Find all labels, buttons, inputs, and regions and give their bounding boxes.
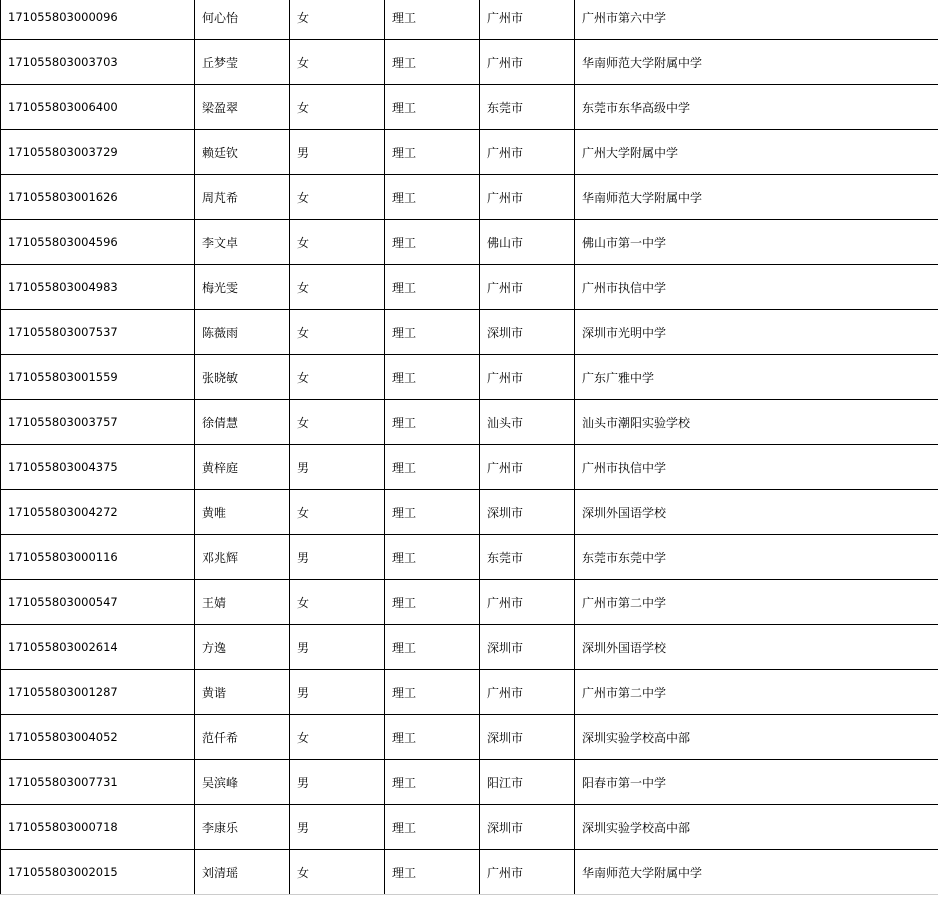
track-cell: 理工: [385, 580, 480, 625]
student-name-cell: 丘梦莹: [195, 40, 290, 85]
city-cell: 广州市: [480, 175, 575, 220]
gender-cell: 女: [290, 85, 385, 130]
city-cell: 佛山市: [480, 220, 575, 265]
school-cell: 深圳外国语学校: [575, 625, 938, 670]
city-cell: 广州市: [480, 580, 575, 625]
student-name-cell: 李康乐: [195, 805, 290, 850]
school-cell: 东莞市东莞中学: [575, 535, 938, 580]
admission-number-cell: 171055803002614: [1, 625, 195, 670]
student-name-cell: 徐倩慧: [195, 400, 290, 445]
gender-cell: 男: [290, 535, 385, 580]
school-cell: 深圳实验学校高中部: [575, 715, 938, 760]
track-cell: 理工: [385, 40, 480, 85]
track-cell: 理工: [385, 445, 480, 490]
school-cell: 广州市第二中学: [575, 670, 938, 715]
city-cell: 东莞市: [480, 535, 575, 580]
gender-cell: 女: [290, 850, 385, 895]
track-cell: 理工: [385, 0, 480, 40]
track-cell: 理工: [385, 715, 480, 760]
gender-cell: 男: [290, 805, 385, 850]
school-cell: 深圳市光明中学: [575, 310, 938, 355]
city-cell: 广州市: [480, 850, 575, 895]
track-cell: 理工: [385, 355, 480, 400]
admission-number-cell: 171055803000096: [1, 0, 195, 40]
table-row: [1, 0, 938, 40]
track-cell: 理工: [385, 490, 480, 535]
school-cell: 广州市第二中学: [575, 580, 938, 625]
admission-number-cell: 171055803003703: [1, 40, 195, 85]
table-row: [1, 715, 938, 760]
table-row: [1, 670, 938, 715]
table-row: [1, 175, 938, 220]
student-name-cell: 梁盈翠: [195, 85, 290, 130]
city-cell: 阳江市: [480, 760, 575, 805]
admission-number-cell: 171055803001626: [1, 175, 195, 220]
school-cell: 佛山市第一中学: [575, 220, 938, 265]
student-name-cell: 刘清瑶: [195, 850, 290, 895]
student-name-cell: 黄唯: [195, 490, 290, 535]
table-row: [1, 445, 938, 490]
student-name-cell: 陈薇雨: [195, 310, 290, 355]
city-cell: 广州市: [480, 40, 575, 85]
gender-cell: 女: [290, 265, 385, 310]
city-cell: 深圳市: [480, 715, 575, 760]
track-cell: 理工: [385, 310, 480, 355]
city-cell: 深圳市: [480, 310, 575, 355]
student-name-cell: 范仟希: [195, 715, 290, 760]
table-row: [1, 535, 938, 580]
school-cell: 广州市执信中学: [575, 445, 938, 490]
gender-cell: 男: [290, 445, 385, 490]
gender-cell: 女: [290, 715, 385, 760]
gender-cell: 女: [290, 355, 385, 400]
admission-number-cell: 171055803007731: [1, 760, 195, 805]
admission-number-cell: 171055803001559: [1, 355, 195, 400]
track-cell: 理工: [385, 805, 480, 850]
track-cell: 理工: [385, 670, 480, 715]
admission-number-cell: 171055803000116: [1, 535, 195, 580]
track-cell: 理工: [385, 175, 480, 220]
admission-number-cell: 171055803003729: [1, 130, 195, 175]
table-row: [1, 580, 938, 625]
city-cell: 东莞市: [480, 85, 575, 130]
admission-number-cell: 171055803000718: [1, 805, 195, 850]
table-row: [1, 490, 938, 535]
student-name-cell: 黄谐: [195, 670, 290, 715]
city-cell: 深圳市: [480, 805, 575, 850]
track-cell: 理工: [385, 535, 480, 580]
track-cell: 理工: [385, 265, 480, 310]
track-cell: 理工: [385, 760, 480, 805]
school-cell: 东莞市东华高级中学: [575, 85, 938, 130]
city-cell: 汕头市: [480, 400, 575, 445]
admission-number-cell: 171055803006400: [1, 85, 195, 130]
school-cell: 广州市第六中学: [575, 0, 938, 40]
gender-cell: 男: [290, 670, 385, 715]
track-cell: 理工: [385, 625, 480, 670]
admission-number-cell: 171055803002015: [1, 850, 195, 895]
admission-number-cell: 171055803001287: [1, 670, 195, 715]
student-name-cell: 李文卓: [195, 220, 290, 265]
track-cell: 理工: [385, 850, 480, 895]
admission-number-cell: 171055803007537: [1, 310, 195, 355]
school-cell: 华南师范大学附属中学: [575, 175, 938, 220]
student-name-cell: 周芃希: [195, 175, 290, 220]
gender-cell: 男: [290, 625, 385, 670]
table-row: [1, 40, 938, 85]
table-row: [1, 265, 938, 310]
admission-number-cell: 171055803004983: [1, 265, 195, 310]
admission-number-cell: 171055803000547: [1, 580, 195, 625]
gender-cell: 女: [290, 490, 385, 535]
school-cell: 汕头市潮阳实验学校: [575, 400, 938, 445]
school-cell: 深圳外国语学校: [575, 490, 938, 535]
roster-body: [1, 0, 938, 895]
table-row: [1, 355, 938, 400]
table-row: [1, 805, 938, 850]
student-name-cell: 黄梓庭: [195, 445, 290, 490]
city-cell: 广州市: [480, 670, 575, 715]
gender-cell: 女: [290, 310, 385, 355]
city-cell: 广州市: [480, 0, 575, 40]
gender-cell: 女: [290, 580, 385, 625]
city-cell: 广州市: [480, 265, 575, 310]
student-name-cell: 梅光雯: [195, 265, 290, 310]
city-cell: 深圳市: [480, 490, 575, 535]
student-name-cell: 邓兆辉: [195, 535, 290, 580]
table-row: [1, 850, 938, 895]
track-cell: 理工: [385, 85, 480, 130]
city-cell: 广州市: [480, 445, 575, 490]
school-cell: 广州大学附属中学: [575, 130, 938, 175]
school-cell: 广东广雅中学: [575, 355, 938, 400]
gender-cell: 男: [290, 760, 385, 805]
admission-number-cell: 171055803003757: [1, 400, 195, 445]
gender-cell: 女: [290, 400, 385, 445]
table-row: [1, 310, 938, 355]
student-name-cell: 何心怡: [195, 0, 290, 40]
gender-cell: 女: [290, 175, 385, 220]
admission-number-cell: 171055803004596: [1, 220, 195, 265]
student-name-cell: 王婧: [195, 580, 290, 625]
table-row: [1, 130, 938, 175]
school-cell: 深圳实验学校高中部: [575, 805, 938, 850]
student-name-cell: 赖廷钦: [195, 130, 290, 175]
table-row: [1, 760, 938, 805]
track-cell: 理工: [385, 400, 480, 445]
school-cell: 广州市执信中学: [575, 265, 938, 310]
track-cell: 理工: [385, 130, 480, 175]
student-name-cell: 吴滨峰: [195, 760, 290, 805]
track-cell: 理工: [385, 220, 480, 265]
city-cell: 广州市: [480, 130, 575, 175]
school-cell: 阳春市第一中学: [575, 760, 938, 805]
table-row: [1, 400, 938, 445]
school-cell: 华南师范大学附属中学: [575, 850, 938, 895]
city-cell: 深圳市: [480, 625, 575, 670]
student-name-cell: 张晓敏: [195, 355, 290, 400]
student-name-cell: 方逸: [195, 625, 290, 670]
table-row: [1, 85, 938, 130]
gender-cell: 男: [290, 130, 385, 175]
gender-cell: 女: [290, 0, 385, 40]
admission-number-cell: 171055803004375: [1, 445, 195, 490]
table-row: [1, 220, 938, 265]
table-row: [1, 625, 938, 670]
admission-number-cell: 171055803004272: [1, 490, 195, 535]
admission-number-cell: 171055803004052: [1, 715, 195, 760]
city-cell: 广州市: [480, 355, 575, 400]
gender-cell: 女: [290, 40, 385, 85]
gender-cell: 女: [290, 220, 385, 265]
school-cell: 华南师范大学附属中学: [575, 40, 938, 85]
